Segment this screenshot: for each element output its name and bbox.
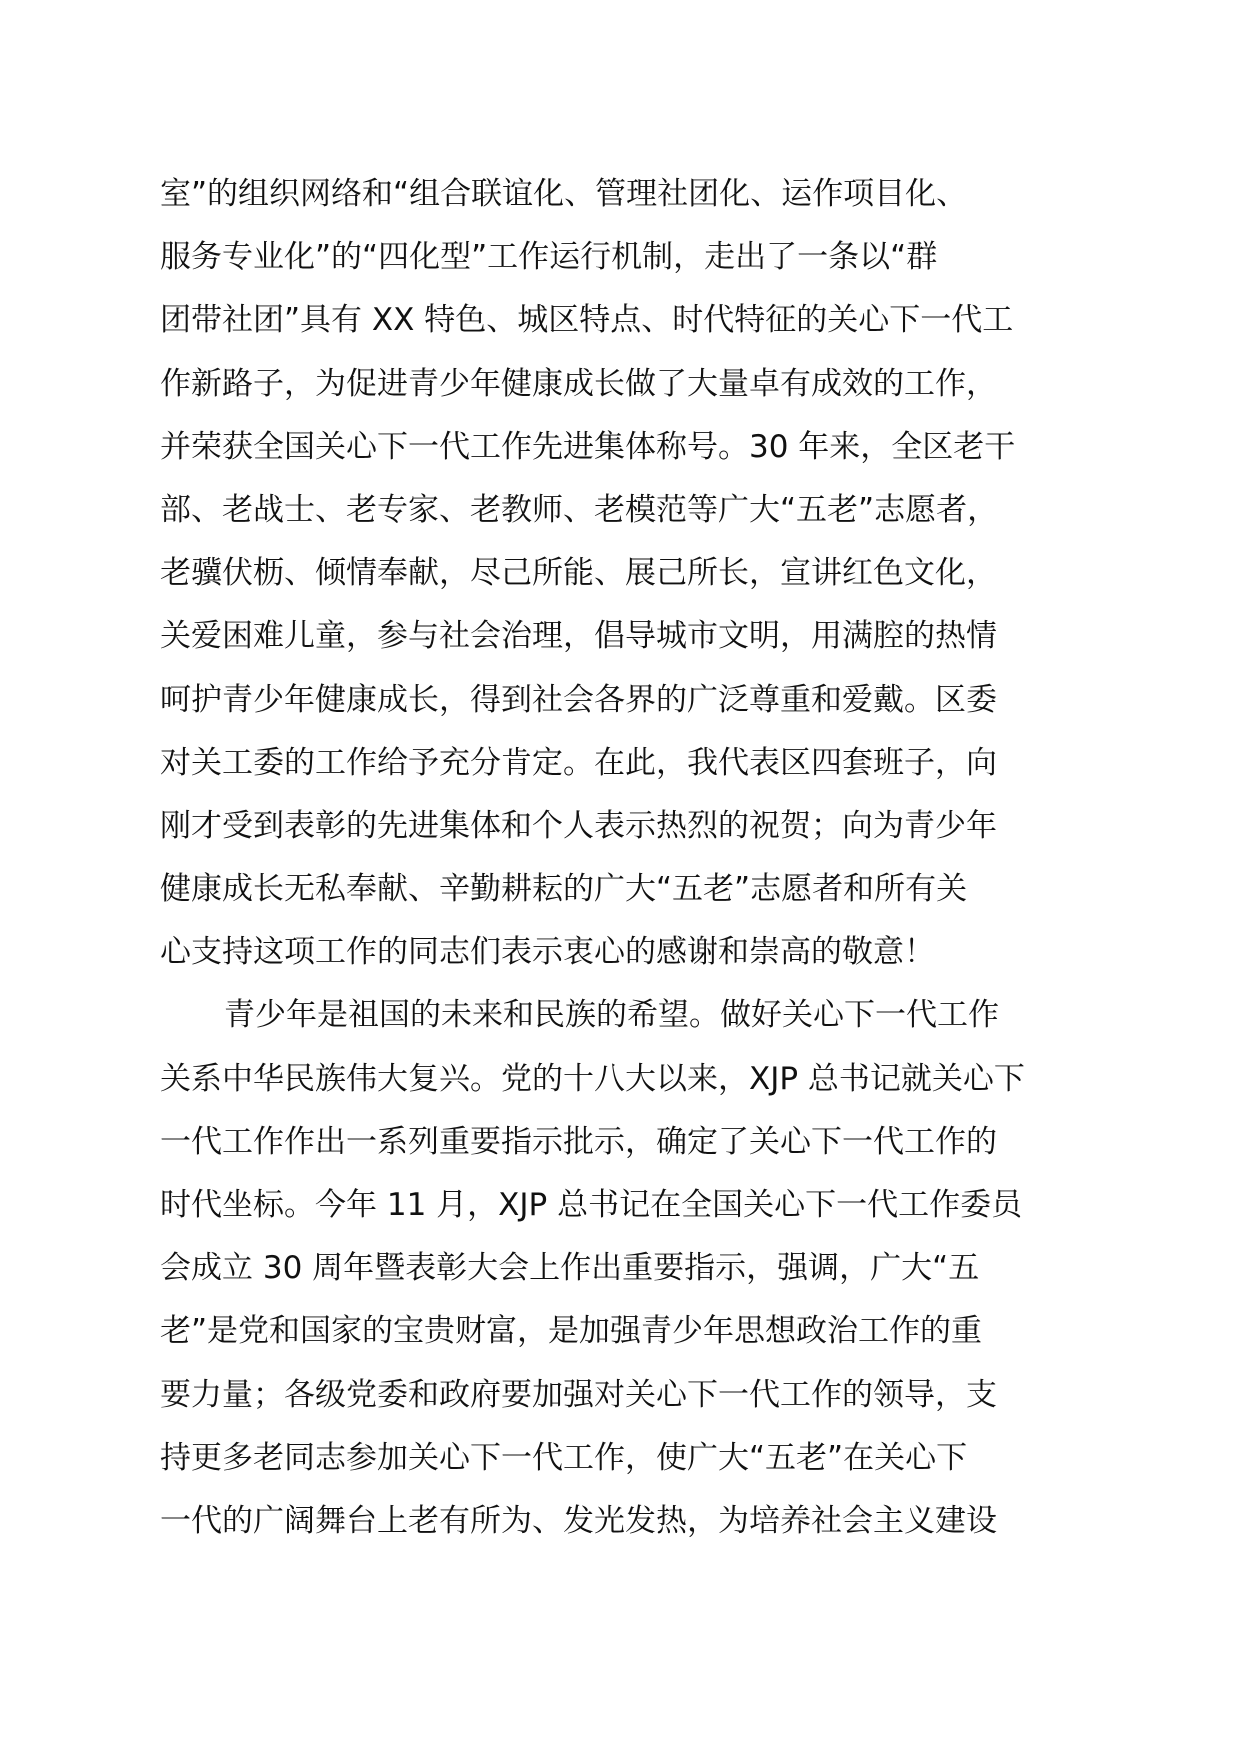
text-line: 刚才受到表彰的先进集体和个人表示热烈的祝贺；向为青少年: [160, 807, 997, 844]
text-line: 服务专业化”的“四化型”工作运行机制，走出了一条以“群: [160, 239, 938, 276]
text-line: 心支持这项工作的同志们表示衷心的感谢和崇高的敬意！: [160, 934, 935, 971]
text-line: 会成立 30 周年暨表彰大会上作出重要指示，强调，广大“五: [160, 1250, 980, 1287]
text-line: 团带社团”具有 XX 特色、城区特点、时代特征的关心下一代工: [160, 302, 1014, 339]
text-line: 作新路子，为促进青少年健康成长做了大量卓有成效的工作，: [160, 365, 997, 402]
text-line: 要力量；各级党委和政府要加强对关心下一代工作的领导，支: [160, 1376, 997, 1413]
text-line: 部、老战士、老专家、老教师、老模范等广大“五老”志愿者，: [160, 491, 999, 528]
text-line: 一代的广阔舞台上老有所为、发光发热，为培养社会主义建设: [160, 1502, 997, 1539]
text-line: 健康成长无私奉献、辛勤耕耘的广大“五老”志愿者和所有关: [160, 871, 968, 908]
text-line: 关系中华民族伟大复兴。党的十八大以来，XJP 总书记就关心下: [160, 1060, 1025, 1097]
text-line: 老骥伏枥、倾情奉献，尽己所能、展己所长，宣讲红色文化，: [160, 555, 997, 592]
text-line: 并荣获全国关心下一代工作先进集体称号。30 年来，全区老干: [160, 428, 1016, 465]
text-line: 老”是党和国家的宝贵财富，是加强青少年思想政治工作的重: [160, 1313, 983, 1350]
text-line: 关爱困难儿童，参与社会治理，倡导城市文明，用满腔的热情: [160, 618, 997, 655]
text-line: 对关工委的工作给予充分肯定。在此，我代表区四套班子，向: [160, 744, 997, 781]
text-line: 持更多老同志参加关心下一代工作，使广大“五老”在关心下: [160, 1439, 968, 1476]
text-line: 室”的组织网络和“组合联谊化、管理社团化、运作项目化、: [160, 176, 968, 212]
text-line: 一代工作作出一系列重要指示批示，确定了关心下一代工作的: [160, 1123, 997, 1160]
paragraph-start-line: 青少年是祖国的未来和民族的希望。做好关心下一代工作: [224, 997, 999, 1034]
text-line: 呵护青少年健康成长，得到社会各界的广泛尊重和爱戴。区委: [160, 681, 997, 718]
body-text: [160, 163, 1120, 1553]
text-line: 时代坐标。今年 11 月，XJP 总书记在全国关心下一代工作委员: [160, 1187, 1023, 1223]
